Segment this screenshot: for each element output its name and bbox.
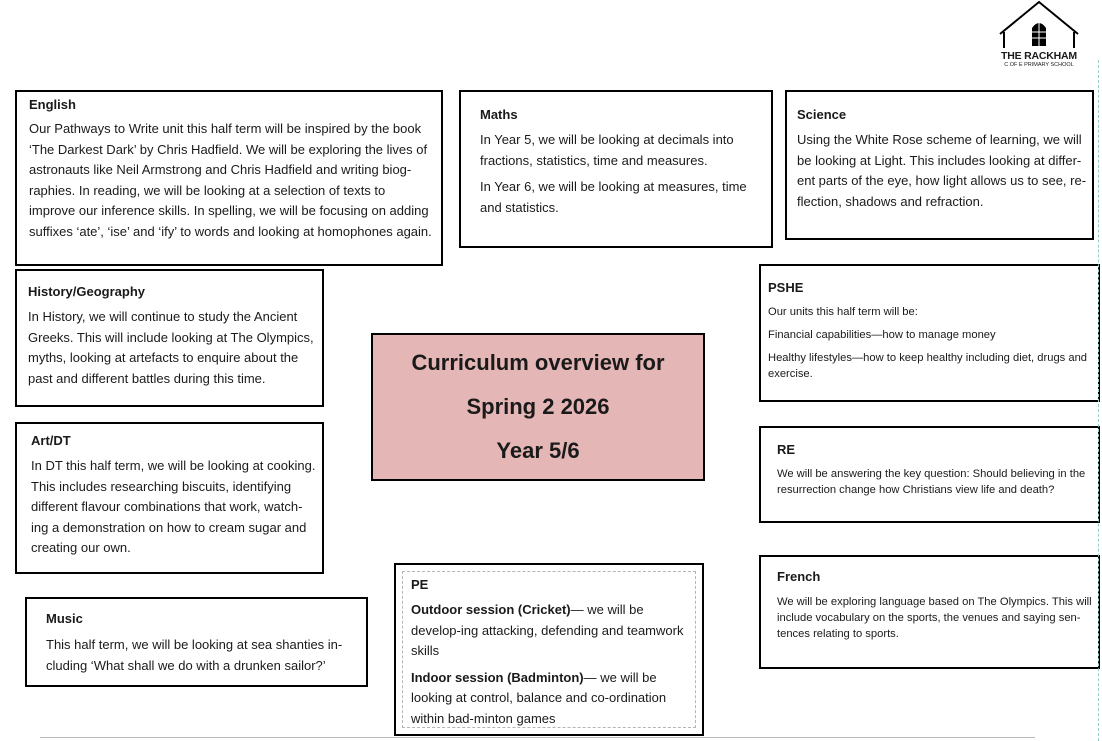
history-geography-box: [15, 269, 324, 407]
french-text: We will be exploring language based on The Olympics. This will include vocabulary on the sports, the venues and saying sen-tences relating to sports.: [777, 596, 1092, 640]
pshe-financial: Financial capabilities—how to manage money: [768, 329, 996, 341]
pe-outdoor-text: — we will be develop-ing attacking, defending and teamwork skills: [411, 602, 684, 658]
pe-indoor-label: Indoor session (Badminton): [411, 669, 584, 685]
pe-text: [411, 600, 693, 735]
pshe-healthy: Healthy lifestyles—how to keep healthy including diet, drugs and exercise.: [768, 352, 1088, 380]
curriculum-title: Curriculum overview for: [411, 350, 665, 375]
pshe-title: PSHE: [768, 280, 804, 295]
history-geography-text: In History, we will continue to study the Ancient Greeks. This will include looking at The Olympics, myths, looking at artefacts to enquire about the past and different battles during this time.: [28, 309, 314, 386]
english-text: Our Pathways to Write unit this half term will be inspired by the book ‘The Darkest Dark’ by Chris Hadfield. We will be exploring the lives of astronauts like Neil Armstrong and Chris Hadfield and writing biog-raphies. In reading, we will be looking at a selection of texts to improve our inference skills. In spelling, we will be focusing on adding suffixes ‘ate’, ‘ise’ and ‘ify’ to words and looking at homophones again.: [29, 121, 432, 239]
re-box: [759, 426, 1100, 523]
maths-year6: In Year 6, we will be looking at measures, time and statistics.: [480, 179, 747, 215]
pe-box: [394, 563, 704, 736]
school-name: THE RACKHAM: [1001, 50, 1077, 62]
school-subtitle: C OF E PRIMARY SCHOOL: [1004, 62, 1074, 68]
science-title: Science: [797, 107, 847, 122]
english-title: English: [29, 97, 76, 112]
maths-box: [459, 90, 773, 248]
french-box: [759, 555, 1100, 669]
maths-text: [480, 130, 760, 224]
science-text: Using the White Rose scheme of learning, we will be looking at Light. This includes looking at differ-ent parts of the eye, how light allows us to see, re-flection, shadows and refraction.: [797, 132, 1087, 209]
pe-outdoor: [411, 600, 693, 662]
art-dt-title: Art/DT: [31, 433, 71, 448]
pshe-intro: Our units this half term will be:: [768, 306, 918, 318]
english-box: [15, 90, 443, 266]
music-box: [25, 597, 368, 687]
science-box: [785, 90, 1094, 240]
page-bottom-divider: [40, 737, 1035, 738]
music-title: Music: [46, 611, 83, 626]
maths-title: Maths: [480, 107, 518, 122]
pshe-text: [768, 304, 1093, 389]
pe-indoor-text: — we will be looking at control, balance and co-ordination within bad-minton games: [411, 669, 667, 726]
pe-indoor: [411, 668, 693, 730]
art-dt-text: In DT this half term, we will be looking at cooking. This includes researching biscuits, identifying different flavour combinations that work, watch-ing a demonstration on how to cream sugar and creating our own.: [31, 458, 316, 555]
page-right-guide: [1098, 60, 1100, 741]
maths-year5: In Year 5, we will be looking at decimals into fractions, statistics, time and measures.: [480, 132, 734, 168]
curriculum-term: Spring 2 2026: [466, 394, 610, 419]
curriculum-title-box: [371, 333, 705, 481]
re-title: RE: [777, 442, 796, 457]
art-dt-box: [15, 422, 324, 574]
french-title: French: [777, 569, 821, 584]
curriculum-year: Year 5/6: [496, 438, 580, 463]
re-text: We will be answering the key question: Should believing in the resurrection change how Christians view life and death?: [777, 468, 1086, 496]
pe-outdoor-label: Outdoor session (Cricket): [411, 602, 571, 617]
history-geography-title: History/Geography: [28, 284, 146, 299]
pe-title: PE: [411, 577, 429, 592]
music-text: This half term, we will be looking at sea shanties in-cluding ‘What shall we do with a drunken sailor?’: [46, 637, 343, 673]
pshe-box: [759, 264, 1100, 402]
